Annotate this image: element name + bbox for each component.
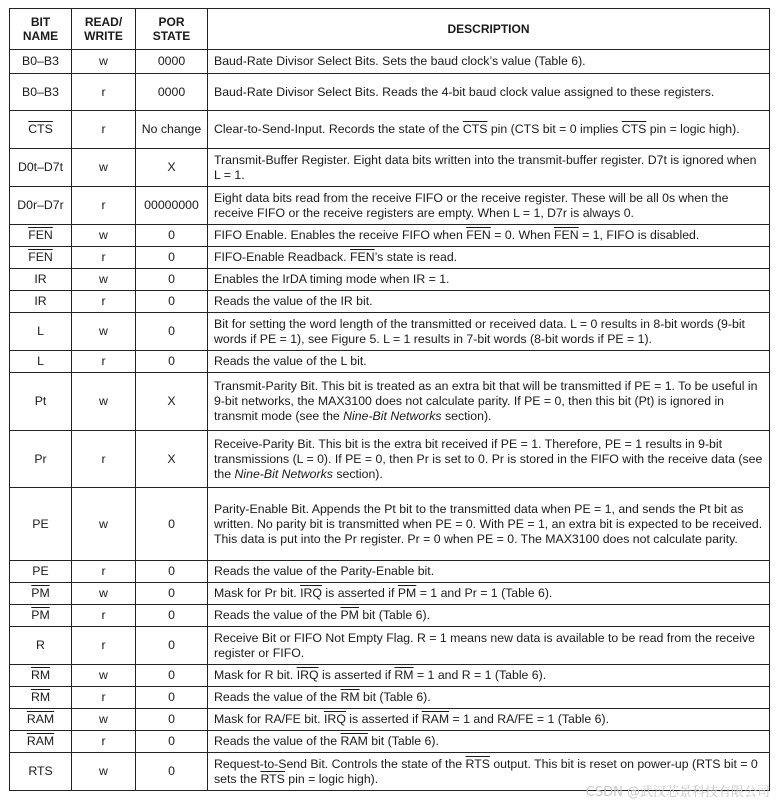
description-text: Receive-Parity Bit. This bit is the extra bit received if PE = 1. Therefore, PE = 1 results in 9-bit transmissions (L = 0). If PE = 0, then Pr is set to 0. Pr is stored in the FIFO with the receive data (see the: [214, 436, 763, 481]
table-row: [10, 149, 770, 187]
description-text: Receive Bit or FIFO Not Empty Flag. R = 1 means new data is available to be read from the receive register or FIFO.: [214, 630, 755, 660]
bit-name: B0–B3: [22, 84, 59, 99]
description-cell: [208, 313, 770, 351]
bit-name-cell: [10, 731, 72, 753]
signal-name-overbar: $\overline{CTS}$: [462, 122, 488, 136]
read-write-cell: w: [72, 269, 136, 291]
bit-name: $\overline{PM}$: [31, 608, 50, 622]
por-state-cell: 0: [136, 627, 208, 665]
header-description: DESCRIPTION: [208, 9, 770, 50]
por-state-cell: 0: [136, 561, 208, 583]
description-text: Mask for Pr bit.: [214, 586, 301, 600]
signal-name-overbar: $\overline{RTS}$: [465, 756, 490, 771]
bit-name: L: [37, 354, 44, 368]
table-row: [10, 561, 770, 583]
description-text: output. This bit is reset on power-up (RTS bit = 0 sets the: [214, 756, 758, 786]
signal-name-overbar: $\overline{IRQ}$: [324, 712, 346, 726]
description-cell: [208, 269, 770, 291]
description-text: = 1 and Pr = 1 (Table 6).: [416, 586, 553, 600]
description-text: Bit for setting the word length of the transmitted or received data. L = 0 results in 8-bit words (9-bit words if PE = 1), see Figure 5. L = 1 results in 7-bit words (8-bit words if PE = 1).: [214, 316, 745, 346]
description-text: Reads the value of the Parity-Enable bit.: [214, 564, 435, 578]
header-bit-name: BIT NAME: [10, 9, 72, 50]
section-reference: Nine-Bit Networks: [343, 409, 442, 423]
description-cell: [208, 709, 770, 731]
read-write-cell: w: [72, 50, 136, 74]
signal-name-overbar: $\overline{RAM}$: [340, 734, 368, 748]
description-text: section).: [332, 466, 383, 481]
register-bit-table-container: [9, 8, 769, 791]
bit-name-cell: [10, 351, 72, 373]
signal-name-overbar: $\overline{IRQ}$: [300, 586, 322, 600]
por-state-cell: 0: [136, 488, 208, 561]
bit-name-cell: [10, 187, 72, 225]
bit-name: PE: [32, 564, 49, 578]
read-write-cell: r: [72, 687, 136, 709]
bit-name: IR: [34, 294, 47, 308]
description-text: Reads the value of the L bit.: [214, 354, 367, 368]
description-cell: [208, 225, 770, 247]
description-text: Baud-Rate Divisor Select Bits. Sets the baud clock’s value (Table 6).: [214, 54, 586, 68]
table-row: [10, 50, 770, 74]
signal-name-overbar: $\overline{PM}$: [397, 586, 417, 600]
read-write-cell: r: [72, 561, 136, 583]
description-cell: [208, 583, 770, 605]
description-text: bit (Table 6).: [359, 690, 431, 704]
bit-name: $\overline{RM}$: [30, 690, 51, 704]
por-state-cell: X: [136, 373, 208, 431]
description-text: FIFO-Enable Readback.: [214, 250, 351, 264]
bit-name-cell: [10, 488, 72, 561]
description-text: pin = logic high).: [284, 771, 379, 786]
bit-name-cell: [10, 687, 72, 709]
description-text: Mask for R bit.: [214, 668, 297, 682]
bit-name-cell: [10, 74, 72, 111]
description-cell: [208, 731, 770, 753]
table-row: [10, 225, 770, 247]
description-text: = 1 and RA/FE = 1 (Table 6).: [449, 712, 610, 726]
bit-name-cell: [10, 225, 72, 247]
description-text: is asserted if: [345, 712, 422, 726]
table-row: [10, 431, 770, 488]
bit-name-cell: [10, 50, 72, 74]
table-row: [10, 74, 770, 111]
description-text: ’s state is read.: [374, 250, 458, 264]
description-text: Reads the value of the: [214, 608, 341, 622]
read-write-cell: r: [72, 351, 136, 373]
description-cell: [208, 187, 770, 225]
description-text: Eight data bits read from the receive FIFO or the receive register. These will be all 0s when the receive FIFO or the receive registers are empty. When L = 1, D7r is always 0.: [214, 190, 729, 220]
por-state-cell: 0: [136, 291, 208, 313]
description-text: Transmit-Parity Bit. This bit is treated as an extra bit that will be transmitted if PE = 1. To be useful in 9-bit networks, the MAX3100 does not calculate parity. If PE = 0, then this bit (Pt) is ignored in transmit mode (see the: [214, 379, 758, 423]
table-row: [10, 687, 770, 709]
description-text: = 0. When: [490, 228, 555, 242]
read-write-cell: r: [72, 731, 136, 753]
table-body: [10, 50, 770, 791]
por-state-cell: X: [136, 431, 208, 488]
bit-name: D0t–D7t: [17, 160, 64, 174]
por-state-cell: 0000: [136, 74, 208, 111]
description-cell: [208, 247, 770, 269]
read-write-cell: w: [72, 313, 136, 351]
table-row: [10, 247, 770, 269]
bit-name-cell: [10, 431, 72, 488]
section-reference: Nine-Bit Networks: [234, 466, 333, 481]
bit-name-cell: [10, 269, 72, 291]
signal-name-overbar: $\overline{IRQ}$: [296, 668, 319, 682]
table-row: [10, 605, 770, 627]
read-write-cell: r: [72, 111, 136, 149]
por-state-cell: 00000000: [136, 187, 208, 225]
por-state-cell: 0: [136, 687, 208, 709]
description-text: bit (Table 6).: [358, 608, 431, 622]
description-text: is asserted if: [318, 668, 395, 682]
bit-name: $\overline{CTS}$: [28, 122, 53, 136]
description-cell: [208, 687, 770, 709]
read-write-cell: r: [72, 291, 136, 313]
description-cell: [208, 605, 770, 627]
description-cell: [208, 351, 770, 373]
read-write-cell: w: [72, 149, 136, 187]
description-cell: [208, 149, 770, 187]
signal-name-overbar: $\overline{FEN}$: [466, 228, 491, 242]
bit-name-cell: [10, 313, 72, 351]
por-state-cell: 0: [136, 731, 208, 753]
read-write-cell: r: [72, 187, 136, 225]
table-row: [10, 665, 770, 687]
description-text: is asserted if: [321, 586, 398, 600]
bit-name: R: [36, 638, 45, 652]
bit-name-cell: [10, 561, 72, 583]
signal-name-overbar: $\overline{PM}$: [340, 608, 359, 622]
table-row: [10, 373, 770, 431]
bit-name: $\overline{FEN}$: [28, 250, 53, 264]
por-state-cell: X: [136, 149, 208, 187]
description-cell: [208, 111, 770, 149]
description-cell: [208, 291, 770, 313]
table-row: [10, 583, 770, 605]
bit-name-cell: [10, 149, 72, 187]
header-por-state: POR STATE: [136, 9, 208, 50]
read-write-cell: r: [72, 605, 136, 627]
table-row: [10, 187, 770, 225]
description-cell: [208, 665, 770, 687]
read-write-cell: w: [72, 488, 136, 561]
read-write-cell: w: [72, 709, 136, 731]
table-row: [10, 111, 770, 149]
signal-name-overbar: $\overline{RM}$: [340, 690, 360, 704]
description-text: Enables the IrDA timing mode when IR = 1.: [214, 272, 450, 286]
description-text: Reads the value of the: [214, 734, 341, 748]
signal-name-overbar: $\overline{RAM}$: [421, 712, 450, 726]
bit-name-cell: [10, 665, 72, 687]
table-row: [10, 731, 770, 753]
description-text: section).: [441, 409, 492, 423]
read-write-cell: w: [72, 583, 136, 605]
bit-name-cell: [10, 111, 72, 149]
description-cell: [208, 74, 770, 111]
bit-name: Pr: [34, 451, 47, 466]
description-text: Parity-Enable Bit. Appends the Pt bit to the transmitted data when PE = 1, and sends the Pt bit as written. No parity bit is transmitted when PE = 0. With PE = 1, an extra bit is expected to be received. This data is put into the Pr register. Pr = 0 when PE = 0. The MAX3100 does not calculate parity.: [214, 501, 763, 546]
header-read-write: READ/ WRITE: [72, 9, 136, 50]
description-cell: [208, 50, 770, 74]
description-cell: [208, 561, 770, 583]
description-cell: [208, 431, 770, 488]
read-write-cell: w: [72, 753, 136, 791]
register-bit-table: [9, 8, 770, 791]
table-row: [10, 627, 770, 665]
description-text: Clear-to-Send-Input. Records the state of the: [214, 122, 463, 136]
por-state-cell: 0000: [136, 50, 208, 74]
description-text: Transmit-Buffer Register. Eight data bits written into the transmit-buffer register. D7t is ignored when L = 1.: [214, 152, 757, 182]
por-state-cell: 0: [136, 665, 208, 687]
por-state-cell: 0: [136, 753, 208, 791]
description-text: pin (CTS bit = 0 implies: [487, 122, 622, 136]
table-row: [10, 313, 770, 351]
bit-name: RTS: [28, 764, 53, 778]
por-state-cell: 0: [136, 269, 208, 291]
read-write-cell: r: [72, 247, 136, 269]
bit-name: L: [37, 324, 44, 338]
description-text: = 1, FIFO is disabled.: [578, 228, 700, 242]
read-write-cell: w: [72, 665, 136, 687]
por-state-cell: 0: [136, 313, 208, 351]
bit-name-cell: [10, 583, 72, 605]
bit-name: B0–B3: [22, 54, 59, 68]
description-text: bit (Table 6).: [367, 734, 439, 748]
read-write-cell: r: [72, 74, 136, 111]
por-state-cell: 0: [136, 351, 208, 373]
description-text: Reads the value of the IR bit.: [214, 294, 373, 308]
description-cell: [208, 627, 770, 665]
table-row: [10, 488, 770, 561]
description-text: Mask for RA/FE bit.: [214, 712, 325, 726]
description-text: Request-to-Send Bit. Controls the state of the: [214, 756, 466, 771]
bit-name: $\overline{FEN}$: [28, 228, 53, 242]
por-state-cell: 0: [136, 225, 208, 247]
bit-name: $\overline{RAM}$: [26, 712, 55, 726]
description-text: Reads the value of the: [214, 690, 341, 704]
bit-name: $\overline{PM}$: [31, 586, 50, 600]
bit-name-cell: [10, 291, 72, 313]
table-header-row: [10, 9, 770, 50]
bit-name-cell: [10, 247, 72, 269]
bit-name: PE: [32, 516, 49, 531]
bit-name-cell: [10, 605, 72, 627]
read-write-cell: w: [72, 373, 136, 431]
bit-name-cell: [10, 373, 72, 431]
read-write-cell: w: [72, 225, 136, 247]
description-text: Baud-Rate Divisor Select Bits. Reads the 4-bit baud clock value assigned to these registers.: [214, 84, 715, 99]
table-row: [10, 291, 770, 313]
signal-name-overbar: $\overline{FEN}$: [350, 250, 375, 264]
por-state-cell: 0: [136, 709, 208, 731]
signal-name-overbar: $\overline{FEN}$: [554, 228, 579, 242]
por-state-cell: 0: [136, 247, 208, 269]
signal-name-overbar: $\overline{RM}$: [394, 668, 414, 682]
bit-name: D0r–D7r: [17, 198, 64, 212]
description-cell: [208, 373, 770, 431]
table-row: [10, 709, 770, 731]
table-row: [10, 351, 770, 373]
por-state-cell: 0: [136, 605, 208, 627]
table-row: [10, 269, 770, 291]
description-text: pin = logic high).: [646, 122, 740, 136]
read-write-cell: r: [72, 627, 136, 665]
description-cell: [208, 488, 770, 561]
bit-name: IR: [34, 272, 47, 286]
bit-name-cell: [10, 709, 72, 731]
bit-name: $\overline{RM}$: [30, 668, 51, 682]
description-text: FIFO Enable. Enables the receive FIFO when: [214, 228, 467, 242]
description-text: = 1 and R = 1 (Table 6).: [413, 668, 547, 682]
read-write-cell: r: [72, 431, 136, 488]
por-state-cell: No change: [136, 111, 208, 149]
por-state-cell: 0: [136, 583, 208, 605]
bit-name-cell: [10, 753, 72, 791]
bit-name: Pt: [34, 394, 47, 408]
watermark: CSDN @武汉芯景科技有限公司: [585, 785, 770, 800]
bit-name-cell: [10, 627, 72, 665]
signal-name-overbar: $\overline{CTS}$: [621, 122, 647, 136]
signal-name-overbar: $\overline{RTS}$: [260, 771, 285, 786]
bit-name: $\overline{RAM}$: [26, 734, 55, 748]
